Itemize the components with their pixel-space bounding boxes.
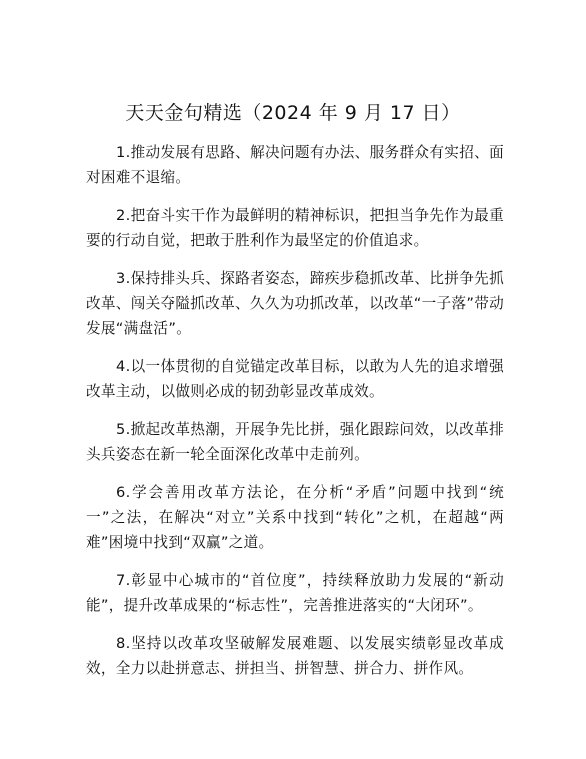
- quote-item-8: 8.坚持以改革攻坚破解发展难题、以发展实绩彰显改革成效，全力以赴拼意志、拼担当、拼智慧、拼合力、拼作风。: [86, 635, 504, 677]
- quote-item-2: 2.把奋斗实干作为最鲜明的精神标识，把担当争先作为最重要的行动自觉，把敢于胜利作为最坚定的价值追求。: [86, 207, 504, 249]
- quote-item-5: 5.掀起改革热潮，开展争先比拼，强化跟踪问效，以改革排头兵姿态在新一轮全面深化改革中走前列。: [86, 421, 504, 463]
- quote-item-1: 1.推动发展有思路、解决问题有办法、服务群众有实招、面对困难不退缩。: [86, 144, 504, 186]
- quote-item-7: 7.彰显中心城市的“首位度”，持续释放助力发展的“新动能”，提升改革成果的“标志性”，完善推进落实的“大闭环”。: [86, 572, 504, 614]
- quote-item-3: 3.保持排头兵、探路者姿态，蹄疾步稳抓改革、比拼争先抓改革、闯关夺隘抓改革、久久为功抓改革，以改革“一子落”带动发展“满盘活”。: [86, 270, 504, 337]
- document-title: 天天金句精选（2024 年 9 月 17 日）: [125, 102, 461, 124]
- quote-item-4: 4.以一体贯彻的自觉锚定改革目标，以敢为人先的追求增强改革主动，以做则必成的韧劲彰显改革成效。: [86, 358, 504, 400]
- quote-list: [86, 140, 504, 694]
- quote-item-6: 6.学会善用改革方法论，在分析“矛盾”问题中找到“统一”之法，在解决“对立”关系中找到“转化”之机，在超越“两难”困境中找到“双赢”之道。: [86, 484, 504, 551]
